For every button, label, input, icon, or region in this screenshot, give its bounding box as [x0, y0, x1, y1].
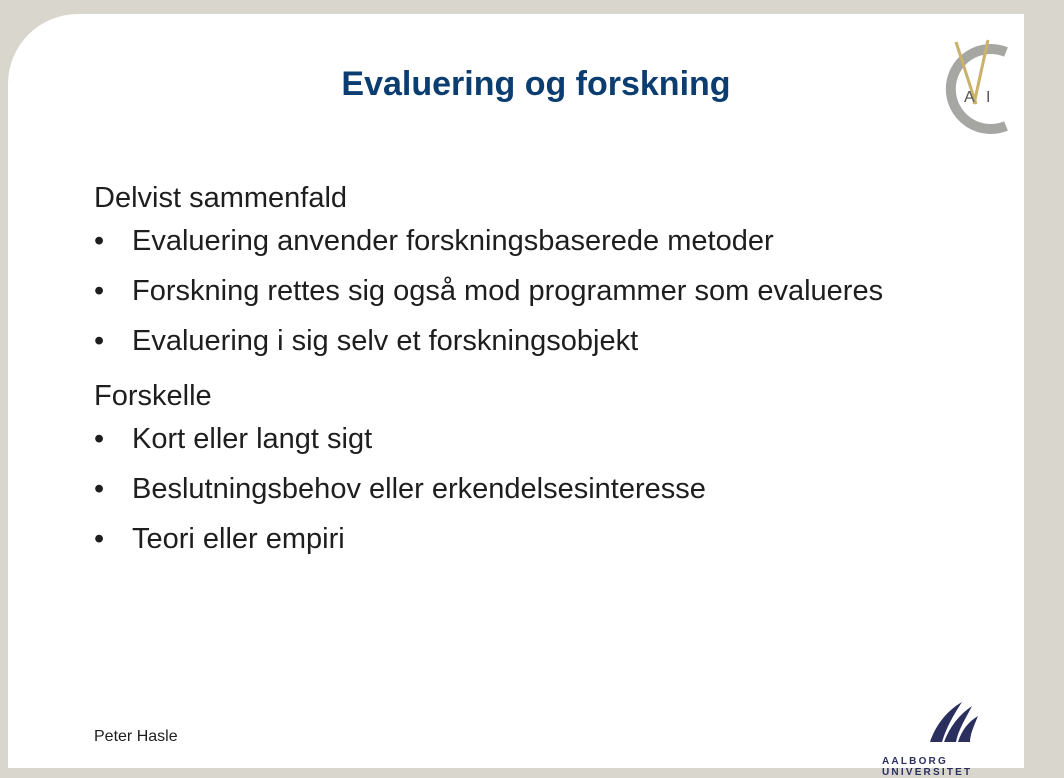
bullet-text: Kort eller langt sigt: [132, 423, 373, 455]
cai-logo-letter-a: A: [964, 89, 975, 106]
aalborg-university-wordmark: AALBORG UNIVERSITET: [882, 756, 973, 778]
section-heading-differences: Forskelle: [94, 380, 212, 412]
list-item: [94, 221, 914, 261]
slide-body: [94, 179, 914, 569]
bullet-marker: •: [94, 225, 105, 257]
aalborg-university-logo-icon: [926, 698, 980, 746]
bullet-marker: •: [94, 275, 105, 307]
list-item: [94, 469, 914, 509]
list-item: [94, 271, 914, 311]
bullet-marker: •: [94, 325, 105, 357]
list-item: [94, 519, 914, 559]
slide-title: Evaluering og forskning: [341, 65, 731, 103]
bullet-list-overlap: [94, 221, 914, 361]
bullet-marker: •: [94, 523, 105, 555]
bullet-text: Teori eller empiri: [132, 523, 345, 555]
footer-author: Peter Hasle: [94, 728, 178, 745]
section-heading-overlap: Delvist sammenfald: [94, 182, 348, 214]
bullet-list-differences: [94, 419, 914, 559]
bullet-text: Evaluering i sig selv et forskningsobjekt: [132, 325, 639, 357]
list-item: [94, 321, 914, 361]
list-item: [94, 419, 914, 459]
cai-logo-letter-i: I: [986, 89, 991, 106]
bullet-text: Evaluering anvender forskningsbaserede metoder: [132, 225, 774, 257]
bullet-text: Forskning rettes sig også mod programmer som evalueres: [132, 275, 884, 307]
bullet-text: Beslutningsbehov eller erkendelsesinteresse: [132, 473, 706, 505]
cai-logo: [936, 34, 1020, 140]
bullet-marker: •: [94, 473, 105, 505]
slide: [8, 14, 1024, 778]
bullet-marker: •: [94, 423, 105, 455]
